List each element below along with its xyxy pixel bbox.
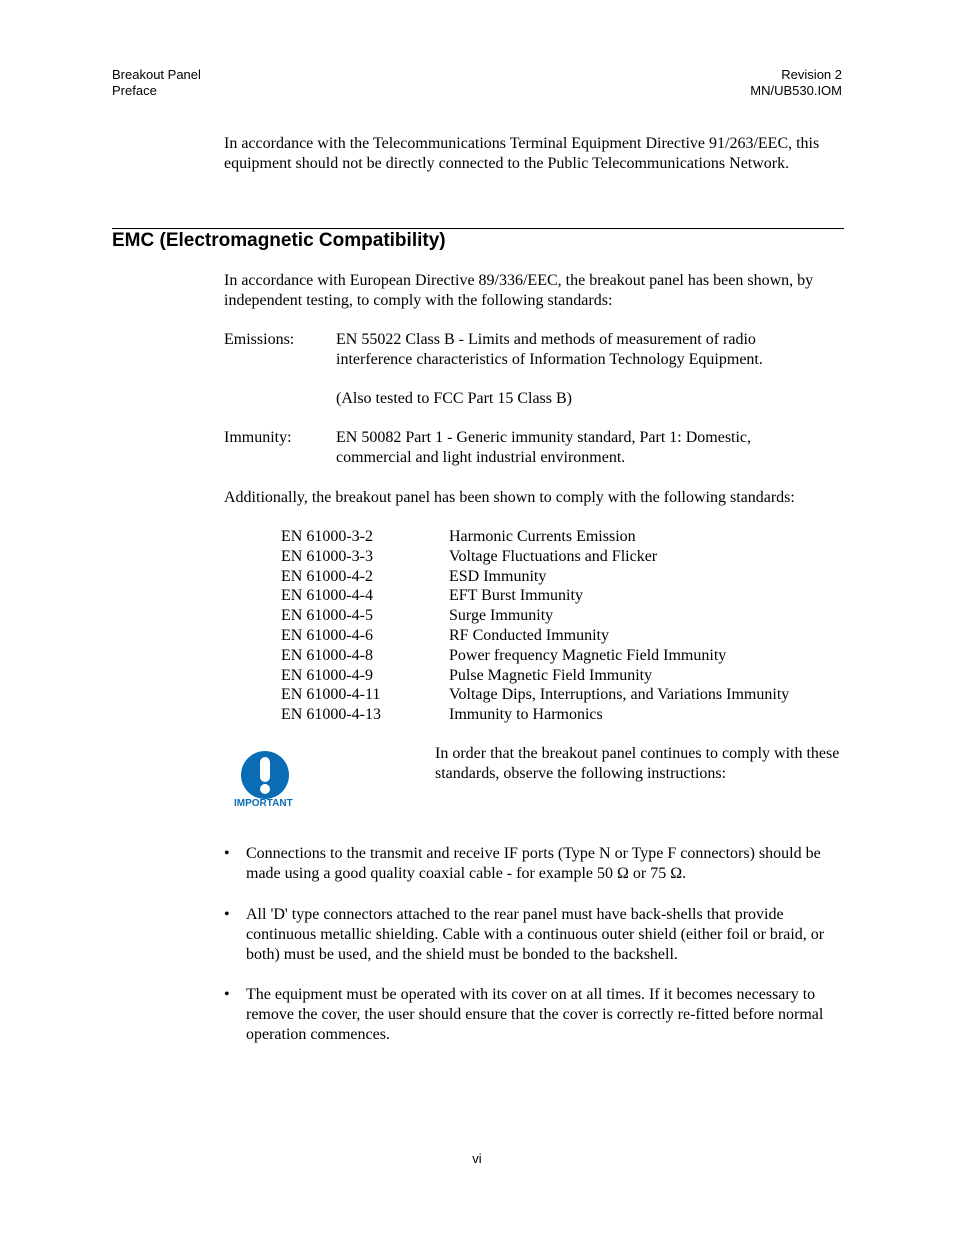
immunity-label: Immunity: (224, 429, 292, 446)
standard-row (281, 606, 789, 626)
standard-desc: RF Conducted Immunity (449, 626, 609, 644)
standard-desc: Harmonic Currents Emission (449, 528, 636, 545)
bullet-text: Connections to the transmit and receive IF ports (Type N or Type F connectors) should be made using a good quality coaxial cable - for example 50 Ω or 75 Ω. (246, 845, 821, 882)
bullet-icon: • (224, 845, 230, 862)
important-label: IMPORTANT (234, 798, 293, 809)
important-text: In order that the breakout panel continues to comply with these standards, observe the following instructions: (435, 745, 840, 782)
header-revision: Revision 2 (781, 67, 842, 82)
standard-code: EN 61000-4-8 (281, 646, 373, 664)
standard-row (281, 646, 789, 666)
standard-row (281, 626, 789, 646)
standard-code: EN 61000-3-2 (281, 528, 373, 545)
header-section: Preface (112, 83, 157, 98)
standard-code: EN 61000-4-2 (281, 567, 373, 585)
page-number: vi (472, 1151, 482, 1166)
standard-code: EN 61000-3-3 (281, 547, 373, 565)
standard-desc: EFT Burst Immunity (449, 587, 583, 605)
header-doc-number: MN/UB530.IOM (750, 83, 842, 98)
emissions-label: Emissions: (224, 331, 295, 348)
header-right (750, 67, 842, 99)
standard-code: EN 61000-4-6 (281, 626, 373, 644)
standard-desc: Surge Immunity (449, 607, 554, 625)
emissions-text: EN 55022 Class B - Limits and methods of measurement of radio interference characteristics of Information Technology Equipment. (336, 331, 763, 368)
standard-row (281, 547, 789, 567)
section-title: EMC (Electromagnetic Compatibility) (112, 230, 446, 251)
bullet-text: All 'D' type connectors attached to the rear panel must have back-shells that provide continuous metallic shielding. Cable with a continuous outer shield (either foil or braid, or both) must be used, and the shield must be bonded to the backshell. (246, 906, 825, 963)
list-item (224, 905, 844, 964)
standard-code: EN 61000-4-13 (281, 706, 381, 724)
standard-row (281, 586, 789, 606)
additional-paragraph: Additionally, the breakout panel has been shown to comply with the following standards: (224, 489, 795, 506)
standard-code: EN 61000-4-9 (281, 666, 373, 684)
immunity-text: EN 50082 Part 1 - Generic immunity standard, Part 1: Domestic, commercial and light industrial environment. (336, 429, 752, 466)
emc-paragraph: In accordance with European Directive 89/336/EEC, the breakout panel has been shown, by independent testing, to comply with the following standards: (224, 272, 814, 309)
bullet-text: The equipment must be operated with its cover on at all times. If it becomes necessary to remove the cover, the user should ensure that the cover is correctly re-fitted before normal operation commences. (246, 986, 824, 1043)
standard-row (281, 666, 789, 686)
list-item (224, 985, 844, 1044)
standard-desc: ESD Immunity (449, 567, 547, 585)
section-divider (112, 228, 844, 229)
intro-paragraph: In accordance with the Telecommunications Terminal Equipment Directive 91/263/EEC, this equipment should not be directly connected to the Public Telecommunications Network. (224, 135, 820, 172)
standard-row (281, 527, 789, 547)
standard-code: EN 61000-4-4 (281, 587, 373, 605)
emissions-note: (Also tested to FCC Part 15 Class B) (336, 390, 573, 407)
list-item (224, 844, 844, 884)
standard-row (281, 685, 789, 705)
standard-desc: Immunity to Harmonics (449, 706, 603, 724)
standard-code: EN 61000-4-5 (281, 607, 373, 625)
exclamation-circle-icon (240, 750, 290, 800)
standard-desc: Voltage Dips, Interruptions, and Variations Immunity (449, 686, 790, 704)
standard-desc: Pulse Magnetic Field Immunity (449, 666, 653, 684)
header-left (112, 67, 201, 99)
bullet-icon: • (224, 906, 230, 923)
standard-row (281, 705, 789, 725)
bullet-icon: • (224, 986, 230, 1003)
header-doc-title: Breakout Panel (112, 67, 201, 82)
standard-row (281, 567, 789, 587)
standard-desc: Power frequency Magnetic Field Immunity (449, 646, 727, 664)
standard-code: EN 61000-4-11 (281, 686, 381, 704)
standards-list (281, 527, 789, 725)
standard-desc: Voltage Fluctuations and Flicker (449, 547, 658, 565)
